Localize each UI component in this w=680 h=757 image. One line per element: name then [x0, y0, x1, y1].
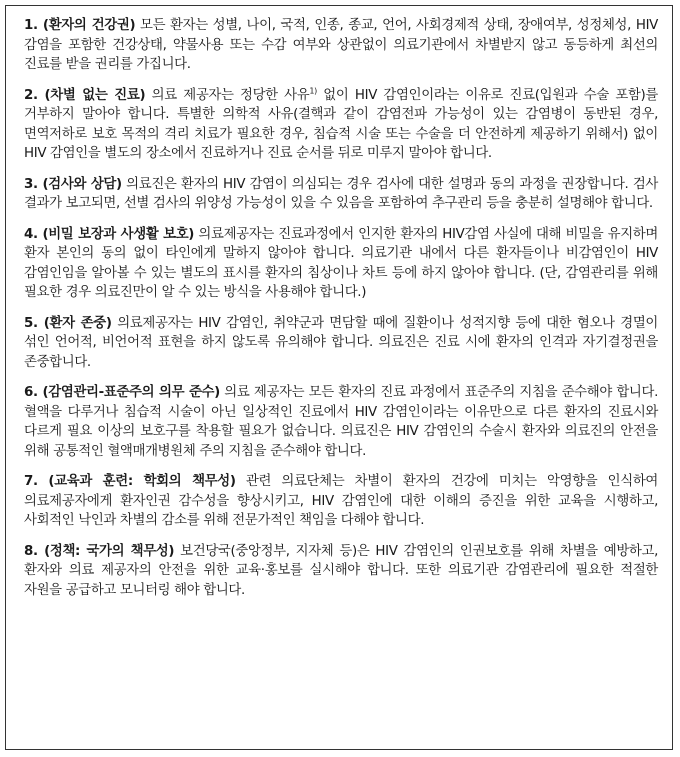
clause-5	[24, 314, 658, 373]
clause-heading: 5. (환자 존중)	[24, 315, 112, 331]
clause-7	[24, 472, 658, 531]
footnote-marker: 1)	[309, 86, 317, 96]
clause-text: 보건당국(중앙정부, 지자체 등)은 HIV 감염인의 인권보호를 위해 차별을 예방하고, 환자와 의료 제공자의 안전을 위한 교육·홍보를 실시해야 합니다. 또한 의료기관 감염관리에 필요한 적절한 자원을 공급하고 모니터링 해야 합니다.	[24, 543, 658, 598]
clause-2	[24, 86, 658, 164]
document-frame	[5, 5, 673, 750]
clause-text: 모든 환자는 성별, 나이, 국적, 인종, 종교, 언어, 사회경제적 상태, 장애여부, 성정체성, HIV 감염을 포함한 건강상태, 약물사용 또는 수감 여부와 상관없이 의료기관에서 차별받지 않고 동등하게 최선의 진료를 받을 권리를 가집니다.	[24, 18, 658, 72]
clause-heading: 7. (교육과 훈련: 학회의 책무성)	[24, 474, 236, 489]
clause-6	[24, 383, 658, 461]
clause-8	[24, 542, 658, 601]
clause-text-continued: 없이 HIV 감염인이라는 이유로 진료(입원과 수술 포함)를 거부하지 말아야 합니다. 특별한 의학적 사유(결핵과 같이 감염전파 가능성이 있는 감염병이 동반된 경우, 면역저하로 보호 목적의 격리 치료가 필요한 경우, 침습적 시술 또는 수술을 더 안전하게 제공하기 위해서) 없이 HIV 감염인을 별도의 장소에서 진료하거나 진료 순서를 뒤로 미루지 말아야 합니다.	[24, 87, 658, 161]
clause-text: 의료 제공자는 정당한 사유	[145, 87, 310, 103]
clause-heading: 8. (정책: 국가의 책무성)	[24, 543, 175, 559]
clause-heading: 4. (비밀 보장과 사생활 보호)	[24, 226, 195, 242]
clause-text: 의료제공자는 진료과정에서 인지한 환자의 HIV감염 사실에 대해 비밀을 유지하며 환자 본인의 동의 없이 타인에게 말하지 않아야 합니다. 의료기관 내에서 다른 환자들이나 비감염인이 HIV 감염인임을 알아볼 수 있는 별도의 표시를 환자의 침상이나 차트 등에 하지 않아야 합니다. (단, 감염관리를 위해 필요한 경우 의료진만이 알 수 있는 방식을 사용해야 합니다.)	[24, 226, 658, 300]
clause-heading: 1. (환자의 건강권)	[24, 18, 136, 33]
clause-text: 의료제공자는 HIV 감염인, 취약군과 면담할 때에 질환이나 성적지향 등에 대한 혐오나 경멸이 섞인 언어적, 비언어적 표현을 하지 않도록 유의해야 합니다. 의료진은 진료 시에 환자의 인격과 자기결정권을 존중합니다.	[24, 315, 658, 370]
clause-text: 의료진은 환자의 HIV 감염이 의심되는 경우 검사에 대한 설명과 동의 과정을 권장합니다. 검사 결과가 보고되면, 선별 검사의 위양성 가능성이 있을 수 있음을 포함하여 추구관리 등을 충분히 설명해야 합니다.	[24, 176, 659, 211]
clause-text: 관련 의료단체는 차별이 환자의 건강에 미치는 악영향을 인식하여 의료제공자에게 환자인권 감수성을 향상시키고, HIV 감염인에 대한 이해의 증진을 위한 교육을 시행하고, 사회적인 낙인과 차별의 감소를 위해 전문가적인 책임을 다해야 합니다.	[24, 474, 658, 528]
clause-4	[24, 225, 658, 303]
clause-text: 의료 제공자는 모든 환자의 진료 과정에서 표준주의 지침을 준수해야 합니다. 혈액을 다루거나 침습적 시술이 아닌 일상적인 진료에서 HIV 감염인이라는 이유만으로 다른 환자의 진료시와 다르게 필요 이상의 보호구를 착용할 필요가 없습니다. 의료진은 HIV 감염인의 수술시 환자와 의료진의 안전을 위해 공통적인 혈액매개병원체 주의 지침을 준수해야 합니다.	[24, 385, 658, 459]
clause-1	[24, 16, 658, 75]
clause-3	[24, 175, 658, 214]
clause-heading: 3. (검사와 상담)	[24, 176, 122, 192]
clause-heading: 2. (차별 없는 진료)	[24, 87, 146, 103]
clause-heading: 6. (감염관리-표준주의 의무 준수)	[24, 385, 220, 400]
